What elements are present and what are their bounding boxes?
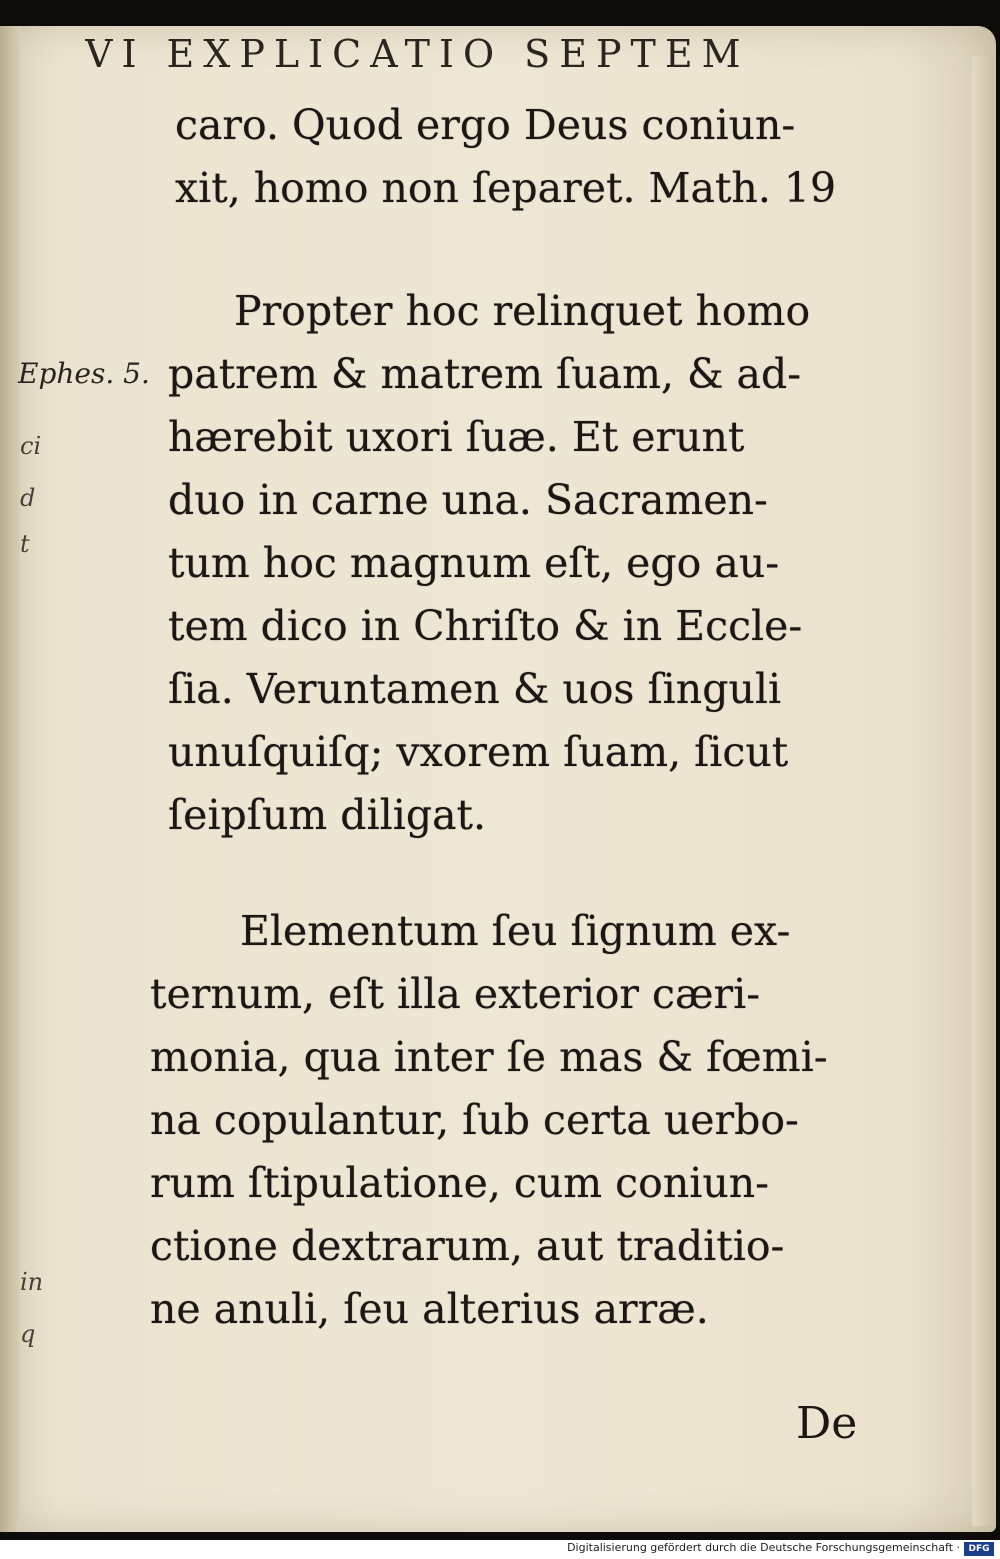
margin-fragment: t [20, 530, 30, 558]
text-line: ctione dextrarum, aut traditio- [150, 1222, 785, 1270]
text-block-2 [168, 280, 810, 847]
margin-fragment: in [20, 1268, 44, 1296]
text-line: na copulantur, ſub certa uerbo- [150, 1096, 799, 1144]
page-edge-left [0, 26, 20, 1532]
page-edge-right [972, 56, 994, 1526]
margin-note: Ephes. 5. [18, 357, 150, 390]
text-line: tum hoc magnum eſt, ego au- [168, 539, 780, 587]
margin-fragment: q [20, 1320, 36, 1348]
text-line: patrem & matrem ſuam, & ad- [168, 350, 802, 398]
text-line: xit, homo non ſeparet. Math. 19 [175, 164, 837, 212]
text-line: hærebit uxori ſuæ. Et erunt [168, 413, 745, 461]
footer-credit: Digitalisierung gefördert durch die Deutsche Forschungsgemeinschaft · [567, 1541, 960, 1554]
text-line: ne anuli, ſeu alterius arræ. [150, 1285, 709, 1333]
text-line: ſeipſum diligat. [168, 791, 487, 839]
margin-fragment: ci [20, 432, 42, 460]
text-line: Propter hoc relinquet homo [234, 287, 811, 335]
text-line: ſia. Veruntamen & uos ſinguli [168, 665, 782, 713]
text-line: rum ſtipulatione, cum coniun- [150, 1159, 770, 1207]
catchword: De [796, 1398, 858, 1449]
text-line: ternum, eſt illa exterior cæri- [150, 970, 761, 1018]
text-block-1 [175, 94, 836, 220]
dfg-logo: DFG [964, 1542, 994, 1556]
text-line: monia, qua inter ſe mas & fœmi- [150, 1033, 828, 1081]
running-head [85, 24, 845, 68]
running-head-title: EXPLICATIO SEPTEM [166, 32, 750, 68]
running-head-prefix: VI [85, 32, 146, 68]
text-block-3 [150, 900, 828, 1341]
text-line: unuſquiſq; vxorem ſuam, ſicut [168, 728, 789, 776]
text-line: duo in carne una. Sacramen- [168, 476, 768, 524]
text-line: tem dico in Chriſto & in Eccle- [168, 602, 803, 650]
text-line: caro. Quod ergo Deus coniun- [175, 101, 796, 149]
margin-fragment: d [20, 484, 36, 512]
text-line: Elementum ſeu ſignum ex- [240, 907, 791, 955]
